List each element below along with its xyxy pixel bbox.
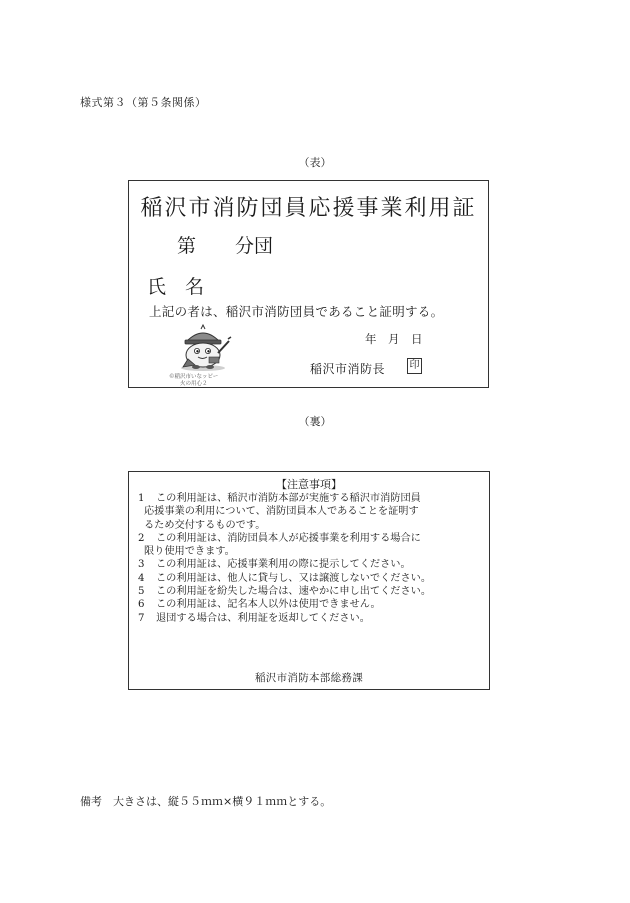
- notice-item: [138, 572, 483, 585]
- seal-stamp: 印: [407, 358, 422, 374]
- card-front: [128, 180, 489, 388]
- notice-item-number: 6: [138, 599, 145, 611]
- form-number: 様式第３（第５条関係）: [80, 96, 207, 109]
- card-back: [128, 471, 490, 690]
- notice-item-continuation: 応援事業の利用について、消防団員本人であることを証明す: [144, 506, 419, 518]
- name-label: 氏 名: [147, 276, 205, 298]
- notice-item-number: 3: [138, 559, 145, 571]
- front-side-label: （表）: [298, 156, 332, 169]
- notice-item: [138, 612, 483, 625]
- brigade-unit-label: 分団: [235, 235, 274, 257]
- issuer-title: 稲沢市消防長: [310, 362, 386, 376]
- notice-item-number: 4: [138, 572, 145, 584]
- certification-text: 上記の者は、稲沢市消防団員であること証明する。: [149, 304, 444, 319]
- notice-item-number: 5: [138, 586, 145, 598]
- issuing-department: 稲沢市消防本部総務課: [255, 672, 363, 684]
- notice-item-number: 1: [138, 493, 145, 504]
- notice-item-text: この利用証を紛失した場合は、速やかに申し出てください。: [156, 586, 432, 598]
- notice-item-text: この利用証は、稲沢市消防本部が実施する稲沢市消防団員: [156, 493, 421, 504]
- mascot-credit-line-1: ©稲沢市いなッピー: [169, 374, 219, 380]
- notice-item-number: 2: [138, 532, 145, 544]
- notice-item-text: 退団する場合は、利用証を返却してください。: [156, 612, 370, 624]
- notice-item: [138, 532, 483, 545]
- date-line: 年 月 日: [365, 332, 423, 346]
- back-side-label: （裏）: [298, 415, 332, 428]
- notice-item-text: この利用証は、応援事業利用の際に提示してください。: [156, 559, 411, 571]
- brigade-number-prefix: 第: [177, 235, 197, 257]
- notice-item-text: この利用証は、記名本人以外は使用できません。: [156, 599, 381, 611]
- notice-item-continuation: るため交付するものです。: [144, 519, 266, 531]
- notice-item: [138, 492, 483, 505]
- size-remark: 備考 大きさは、縦５５ｍｍ×横９１ｍｍとする。: [80, 795, 332, 808]
- notice-list: [138, 492, 483, 625]
- notice-item-text: この利用証は、他人に貸与し、又は譲渡しないでください。: [156, 572, 432, 584]
- notice-item: [138, 558, 483, 571]
- mascot-illustration: [171, 323, 235, 371]
- mascot-credit-line-2: 火の用心２: [180, 381, 208, 387]
- notice-item-continuation: 限り使用できます。: [144, 546, 235, 558]
- notice-item: [138, 598, 483, 611]
- notice-item-number: 7: [138, 612, 145, 624]
- notice-item-text: この利用証は、消防団員本人が応援事業を利用する場合に: [156, 532, 421, 544]
- notice-title: 【注意事項】: [276, 478, 342, 491]
- card-title: 稲沢市消防団員応援事業利用証: [140, 196, 477, 221]
- notice-item: [138, 585, 483, 598]
